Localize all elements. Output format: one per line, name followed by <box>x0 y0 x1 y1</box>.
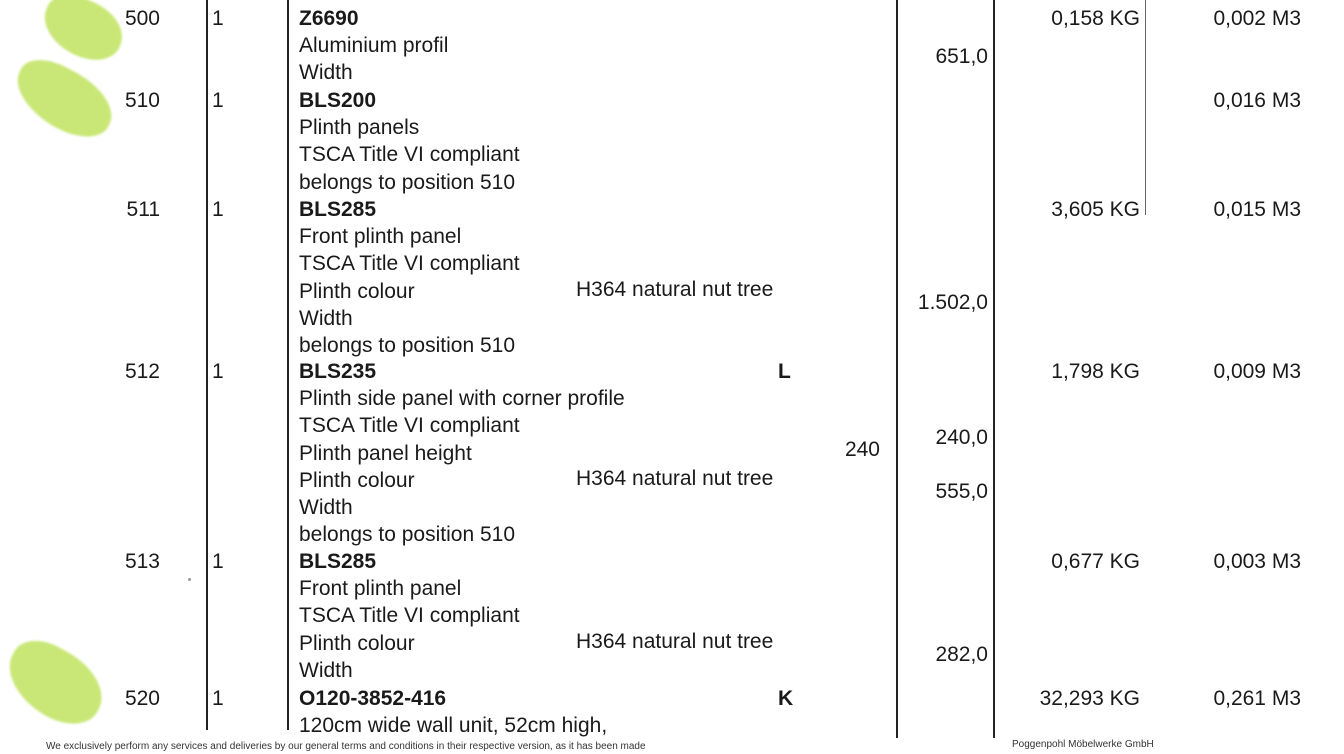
column-rule-3 <box>896 0 898 738</box>
position-number: 510 <box>124 89 160 112</box>
article-code: BLS200 <box>299 89 377 112</box>
footer-terms: We exclusively perform any services and deliveries by our general terms and conditions in their respective version, as it has been made <box>46 741 646 752</box>
quantity: 1 <box>212 7 224 30</box>
quantity: 1 <box>212 687 224 710</box>
column-rule-5 <box>1145 0 1146 215</box>
hinge-flag: L <box>778 360 791 383</box>
weight-value: 32,293 KG <box>1039 687 1140 710</box>
volume-value: 0,016 M3 <box>1213 89 1301 112</box>
quantity: 1 <box>212 198 224 221</box>
attribute-value: H364 natural nut tree <box>576 466 774 490</box>
description-line: Plinth panel height <box>299 441 472 465</box>
weight-value: 1,798 KG <box>1051 360 1140 383</box>
description-line: TSCA Title VI compliant <box>299 604 520 628</box>
quantity: 1 <box>212 550 224 573</box>
description-line: Plinth colour <box>299 279 415 303</box>
description-line: Plinth colour <box>299 631 415 655</box>
description-line: Front plinth panel <box>299 225 462 249</box>
volume-value: 0,015 M3 <box>1213 198 1301 221</box>
description-line: Aluminium profil <box>299 34 449 58</box>
attribute-value: H364 natural nut tree <box>576 277 774 301</box>
description-line: TSCA Title VI compliant <box>299 252 520 276</box>
volume-value: 0,003 M3 <box>1213 550 1301 573</box>
description-line: Width <box>299 61 353 85</box>
weight-value: 0,158 KG <box>1051 7 1140 30</box>
position-number: 512 <box>124 360 160 383</box>
column-rule-1 <box>206 0 208 730</box>
dimension-value: 1.502,0 <box>917 290 988 314</box>
description-line: Width <box>299 306 353 330</box>
description-line: Front plinth panel <box>299 577 462 601</box>
attribute-value: H364 natural nut tree <box>576 629 774 653</box>
article-code: BLS285 <box>299 198 377 221</box>
description-line: Width <box>299 496 353 519</box>
description-line: Plinth side panel with corner profile <box>299 387 625 411</box>
article-code: Z6690 <box>299 7 359 30</box>
position-number: 520 <box>124 687 160 710</box>
position-number: 513 <box>124 550 160 573</box>
volume-value: 0,009 M3 <box>1213 360 1301 383</box>
volume-value: 0,002 M3 <box>1213 7 1301 30</box>
article-code: BLS235 <box>299 360 377 383</box>
highlight-mark-520 <box>0 629 116 737</box>
footer-company: Poggenpohl Möbelwerke GmbH <box>1012 739 1154 750</box>
position-number: 511 <box>126 198 160 221</box>
dimension-value: 240,0 <box>935 425 988 449</box>
description-line: belongs to position 510 <box>299 334 515 357</box>
column-rule-4 <box>993 0 995 738</box>
quantity: 1 <box>212 89 224 112</box>
description-line: TSCA Title VI compliant <box>299 143 520 167</box>
position-number: 500 <box>124 7 160 30</box>
quantity: 1 <box>212 360 224 383</box>
weight-value: 3,605 KG <box>1051 198 1140 221</box>
dimension-value: 651,0 <box>935 45 988 69</box>
column-rule-2 <box>287 0 289 730</box>
weight-value: 0,677 KG <box>1051 550 1140 573</box>
description-line <box>299 0 355 1</box>
description-line: belongs to position 510 <box>299 523 515 547</box>
description-line: 120cm wide wall unit, 52cm high, <box>299 714 608 738</box>
article-code: O120-3852-416 <box>299 687 447 710</box>
description-line: Plinth panels <box>299 116 420 140</box>
dimension-value: 282,0 <box>935 642 988 666</box>
description-line: Width <box>299 658 353 682</box>
description-line: TSCA Title VI compliant <box>299 414 520 438</box>
dimension-value: 555,0 <box>935 480 988 503</box>
description-line: belongs to position 510 <box>299 170 515 194</box>
scan-speck <box>188 578 191 581</box>
article-code: BLS285 <box>299 550 377 573</box>
hinge-flag: K <box>778 687 794 710</box>
description-line: Plinth colour <box>299 468 415 492</box>
dimension-value: 240 <box>844 437 880 461</box>
volume-value: 0,261 M3 <box>1213 687 1301 710</box>
